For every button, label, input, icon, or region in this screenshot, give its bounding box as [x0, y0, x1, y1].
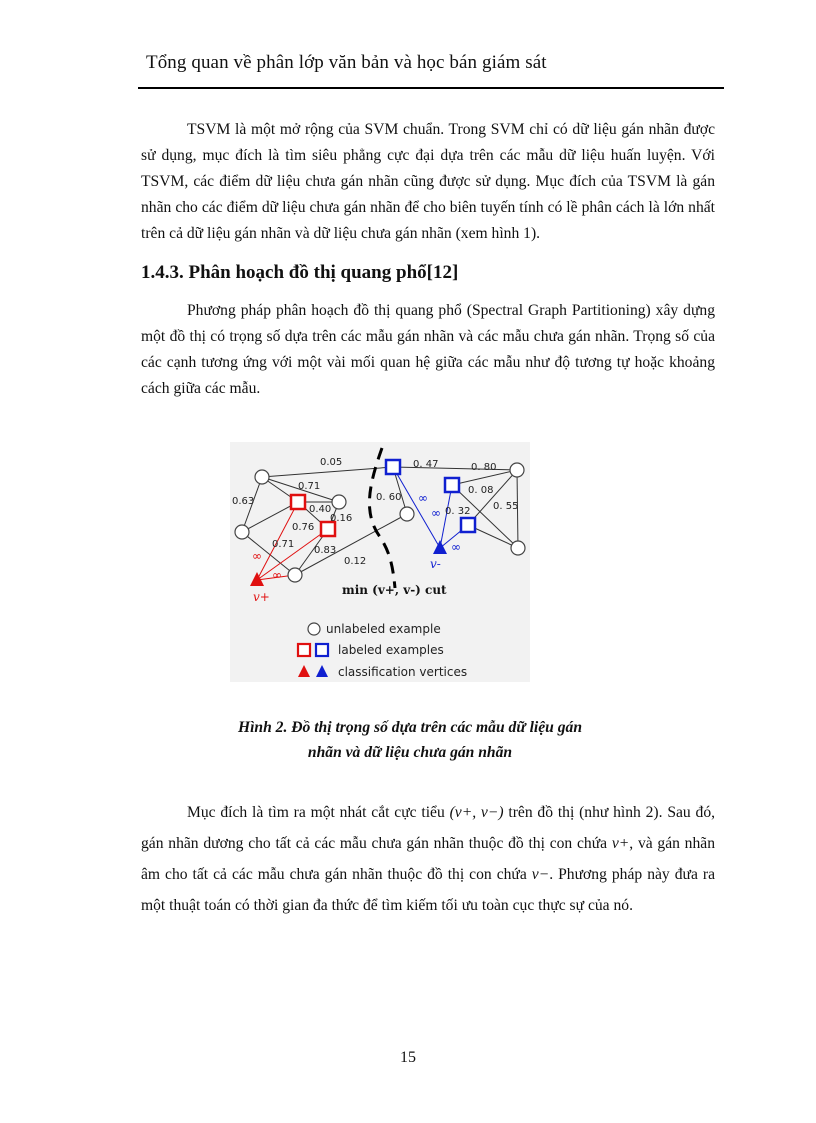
unlabeled-node: [235, 525, 249, 539]
v-minus-label: v-: [430, 557, 441, 571]
unlabeled-node: [510, 463, 524, 477]
paragraph-tsvm: [141, 117, 715, 247]
edge-weight-label: 0. 47: [413, 459, 439, 470]
page-header: Tổng quan về phân lớp văn bản và học bán giám sát: [146, 52, 547, 73]
legend-unlabeled-text: unlabeled example: [326, 622, 441, 636]
edge-weight-label: 0.83: [314, 545, 337, 556]
legend-negative-square-icon: [316, 644, 328, 656]
edge-weight-label: 0. 80: [471, 462, 497, 473]
legend-positive-triangle-icon: [298, 665, 310, 677]
paragraph-min-cut-text-4: . Phương pháp này đưa ra một thuật toán có thời gian đa thức để tìm kiếm tối ưu toàn cục thực sự của nó.: [141, 866, 715, 914]
edge-weight-label: 0.71: [272, 539, 295, 550]
edge-weight-label: 0. 55: [493, 501, 519, 512]
legend-classification-text: classification vertices: [338, 665, 468, 679]
labeled-negative-node: [461, 518, 475, 532]
paragraph-min-cut-text-2: trên đồ thị (như hình 2). Sau đó, gán nhãn dương cho tất cả các mẫu chưa gán nhãn thuộc đồ thị con chứa: [141, 804, 716, 852]
labeled-positive-node: [291, 495, 305, 509]
legend-negative-triangle-icon: [316, 665, 328, 677]
edge-weight-label: 0. 60: [376, 492, 402, 503]
unlabeled-node: [511, 541, 525, 555]
paragraph-spectral-text: Phương pháp phân hoạch đồ thị quang phổ (Spectral Graph Partitioning) xây dựng một đồ thị có trọng số dựa trên các mẫu gán nhãn và các mẫu chưa gán nhãn. Trọng số của các cạnh tương ứng với một vài mối quan hệ giữa các mẫu như độ tương tự hoặc khoảng cách giữa các mẫu.: [141, 302, 715, 397]
edge-weight-label: 0.76: [292, 522, 315, 533]
paragraph-tsvm-text: TSVM là một mở rộng của SVM chuẩn. Trong SVM chỉ có dữ liệu gán nhãn được sử dụng, mục đích là tìm siêu phẳng cực đại dựa trên các mẫu dữ liệu huấn luyện. Với TSVM, các điểm dữ liệu chưa gán nhãn cũng được sử dụng. Mục đích của TSVM là gán nhãn cho các điểm dữ liệu chưa gán nhãn để cho biên tuyến tính có lề phân cách là lớn nhất trên cả dữ liệu gán nhãn và dữ liệu chưa gán nhãn (xem hình 1).: [141, 121, 715, 242]
edge-weight-label: 0. 08: [468, 485, 494, 496]
legend-unlabeled-icon: [308, 623, 320, 635]
infinity-label: ∞: [418, 491, 428, 505]
paragraph-min-cut: [141, 797, 715, 921]
infinity-label: ∞: [272, 568, 282, 582]
page-number: 15: [400, 1049, 416, 1066]
graph-figure: [230, 442, 530, 682]
edge-weight-label: 0.12: [344, 556, 367, 567]
edge-weight-label: 0.71: [298, 481, 321, 492]
edge-weight-label: 0.05: [320, 457, 343, 468]
infinity-label: ∞: [252, 549, 262, 563]
edge-weight-label: 0.16: [330, 513, 353, 524]
edge-weight-label: 0.40: [309, 504, 332, 515]
unlabeled-node: [255, 470, 269, 484]
unlabeled-node: [332, 495, 346, 509]
unlabeled-node: [288, 568, 302, 582]
labeled-negative-node: [386, 460, 400, 474]
labeled-negative-node: [445, 478, 459, 492]
edge-weight-label: 0.63: [232, 496, 255, 507]
unlabeled-node: [400, 507, 414, 521]
infinity-label: ∞: [431, 506, 441, 520]
edge-weight-label: 0. 32: [445, 506, 471, 517]
infinity-label: ∞: [451, 540, 461, 554]
section-heading: 1.4.3. Phân hoạch đồ thị quang phổ[12]: [141, 262, 459, 283]
paragraph-min-cut-text-1: Mục đích là tìm ra một nhát cắt cực tiểu: [187, 804, 445, 821]
min-cut-label: min (v+, v-) cut: [342, 583, 447, 597]
figure-caption-line-2: nhãn và dữ liệu chưa gán nhãn: [307, 744, 513, 761]
v-minus-vertex: [433, 540, 447, 554]
header-divider: [138, 87, 724, 89]
graph-diagram: [230, 442, 530, 682]
legend-labeled-text: labeled examples: [338, 643, 444, 657]
math-v-plus: v+: [611, 835, 630, 852]
math-v-minus: v−: [531, 866, 550, 883]
legend-positive-square-icon: [298, 644, 310, 656]
labeled-positive-node: [321, 522, 335, 536]
paragraph-spectral: [141, 298, 715, 402]
paragraph-min-cut-text-3: , và gán nhãn âm cho tất cả các mẫu chưa gán nhãn thuộc đồ thị con chứa: [141, 835, 715, 883]
graph-edge: [393, 467, 517, 470]
v-plus-label: v+: [253, 590, 270, 604]
math-pair: (v+, v−): [449, 804, 504, 821]
figure-caption-line-1: Hình 2. Đồ thị trọng số dựa trên các mẫu dữ liệu gán: [237, 719, 583, 736]
